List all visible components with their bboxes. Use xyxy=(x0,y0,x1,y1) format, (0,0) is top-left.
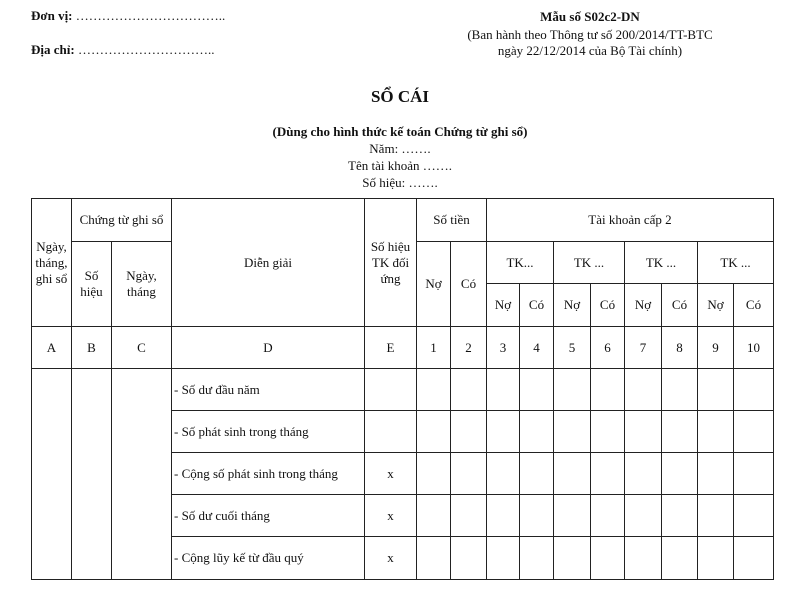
column-code: 8 xyxy=(662,327,698,369)
cell[interactable] xyxy=(554,453,591,495)
header-subaccount-group: Tài khoản cấp 2 xyxy=(487,199,774,242)
column-code: 10 xyxy=(734,327,774,369)
header-voucher-date: Ngày, tháng xyxy=(112,242,172,327)
cell[interactable] xyxy=(451,453,487,495)
header-date-recorded: Ngày, tháng, ghi sổ xyxy=(32,199,72,327)
cell[interactable] xyxy=(417,495,451,537)
cell[interactable] xyxy=(591,453,625,495)
issued-line-1: (Ban hành theo Thông tư số 200/2014/TT-BTC xyxy=(467,27,713,42)
unit-label: Đơn vị: xyxy=(31,8,73,23)
cell[interactable] xyxy=(520,537,554,580)
cell[interactable] xyxy=(520,495,554,537)
cell[interactable] xyxy=(625,369,662,411)
column-code: 2 xyxy=(451,327,487,369)
cell[interactable] xyxy=(625,411,662,453)
cell[interactable] xyxy=(734,369,774,411)
cell-date-recorded[interactable] xyxy=(32,369,72,580)
column-code: C xyxy=(112,327,172,369)
year-line: Năm: ……. xyxy=(369,141,431,156)
cell[interactable] xyxy=(698,453,734,495)
cell[interactable] xyxy=(625,537,662,580)
cell[interactable] xyxy=(698,495,734,537)
column-code: D xyxy=(172,327,365,369)
cell[interactable] xyxy=(487,537,520,580)
row-description: - Cộng số phát sinh trong tháng xyxy=(172,453,365,495)
header-amount-group: Số tiền xyxy=(417,199,487,242)
cell[interactable] xyxy=(451,495,487,537)
cell[interactable] xyxy=(417,369,451,411)
cell[interactable] xyxy=(591,495,625,537)
header-subaccount-3: TK ... xyxy=(625,242,698,284)
cell-voucher-date[interactable] xyxy=(112,369,172,580)
account-number-line: Số hiệu: ……. xyxy=(362,175,438,190)
column-code: 4 xyxy=(520,327,554,369)
cell[interactable] xyxy=(591,537,625,580)
header-voucher-group: Chứng từ ghi sổ xyxy=(72,199,172,242)
page-title: SỔ CÁI xyxy=(370,87,430,106)
cell[interactable] xyxy=(554,495,591,537)
header-sub2-credit: Có xyxy=(591,284,625,327)
account-name-line: Tên tài khoản ……. xyxy=(348,158,452,173)
header-sub1-debit: Nợ xyxy=(487,284,520,327)
cell[interactable] xyxy=(554,537,591,580)
header-sub1-credit: Có xyxy=(520,284,554,327)
header-sub4-debit: Nợ xyxy=(698,284,734,327)
cell[interactable] xyxy=(520,411,554,453)
cell[interactable] xyxy=(591,411,625,453)
cell[interactable] xyxy=(417,453,451,495)
cell[interactable] xyxy=(487,495,520,537)
cell[interactable] xyxy=(662,369,698,411)
cell[interactable] xyxy=(734,411,774,453)
row-contra: x xyxy=(365,537,417,580)
cell[interactable] xyxy=(662,411,698,453)
cell[interactable] xyxy=(417,537,451,580)
header-subaccount-1: TK... xyxy=(487,242,554,284)
cell[interactable] xyxy=(698,369,734,411)
row-contra[interactable] xyxy=(365,411,417,453)
cell[interactable] xyxy=(487,369,520,411)
cell[interactable] xyxy=(734,537,774,580)
column-code: 9 xyxy=(698,327,734,369)
row-description: - Số dư cuối tháng xyxy=(172,495,365,537)
cell[interactable] xyxy=(662,453,698,495)
row-contra[interactable] xyxy=(365,369,417,411)
header-contra-account: Số hiệu TK đối ứng xyxy=(365,199,417,327)
cell[interactable] xyxy=(662,495,698,537)
cell[interactable] xyxy=(662,537,698,580)
column-code: A xyxy=(32,327,72,369)
column-code: 1 xyxy=(417,327,451,369)
issued-line-2: ngày 22/12/2014 của Bộ Tài chính) xyxy=(497,43,683,58)
cell[interactable] xyxy=(417,411,451,453)
header-sub4-credit: Có xyxy=(734,284,774,327)
cell[interactable] xyxy=(698,411,734,453)
unit-line xyxy=(31,8,225,24)
cell[interactable] xyxy=(451,537,487,580)
row-description: - Số phát sinh trong tháng xyxy=(172,411,365,453)
column-code: 3 xyxy=(487,327,520,369)
address-value: ………………………….. xyxy=(77,42,215,57)
column-code: 7 xyxy=(625,327,662,369)
header-sub3-credit: Có xyxy=(662,284,698,327)
cell[interactable] xyxy=(625,453,662,495)
cell[interactable] xyxy=(625,495,662,537)
column-code: E xyxy=(365,327,417,369)
header-voucher-number: Số hiệu xyxy=(72,242,112,327)
cell[interactable] xyxy=(698,537,734,580)
header-amount-debit: Nợ xyxy=(417,242,451,327)
row-contra: x xyxy=(365,453,417,495)
cell[interactable] xyxy=(554,411,591,453)
cell[interactable] xyxy=(451,369,487,411)
row-description: - Số dư đầu năm xyxy=(172,369,365,411)
cell[interactable] xyxy=(487,411,520,453)
header-sub2-debit: Nợ xyxy=(554,284,591,327)
row-contra: x xyxy=(365,495,417,537)
column-code: 6 xyxy=(591,327,625,369)
form-number: Mẫu số S02c2-DN xyxy=(540,9,640,24)
column-code: 5 xyxy=(554,327,591,369)
cell[interactable] xyxy=(520,453,554,495)
cell[interactable] xyxy=(451,411,487,453)
page-subtitle: (Dùng cho hình thức kế toán Chứng từ ghi sổ) xyxy=(272,124,528,139)
cell-voucher-number[interactable] xyxy=(72,369,112,580)
header-subaccount-2: TK ... xyxy=(554,242,625,284)
ledger-table xyxy=(31,198,774,580)
address-label: Địa chỉ: xyxy=(31,42,75,57)
unit-value: …………………………….. xyxy=(75,8,226,23)
row-description: - Cộng lũy kế từ đầu quý xyxy=(172,537,365,580)
column-code: B xyxy=(72,327,112,369)
cell[interactable] xyxy=(520,369,554,411)
header-description: Diễn giải xyxy=(172,199,365,327)
address-line xyxy=(31,42,214,58)
header-sub3-debit: Nợ xyxy=(625,284,662,327)
header-subaccount-4: TK ... xyxy=(698,242,774,284)
column-code-row xyxy=(32,327,774,369)
cell[interactable] xyxy=(734,495,774,537)
header-amount-credit: Có xyxy=(451,242,487,327)
cell[interactable] xyxy=(734,453,774,495)
cell[interactable] xyxy=(591,369,625,411)
cell[interactable] xyxy=(554,369,591,411)
table-row xyxy=(32,369,774,411)
cell[interactable] xyxy=(487,453,520,495)
